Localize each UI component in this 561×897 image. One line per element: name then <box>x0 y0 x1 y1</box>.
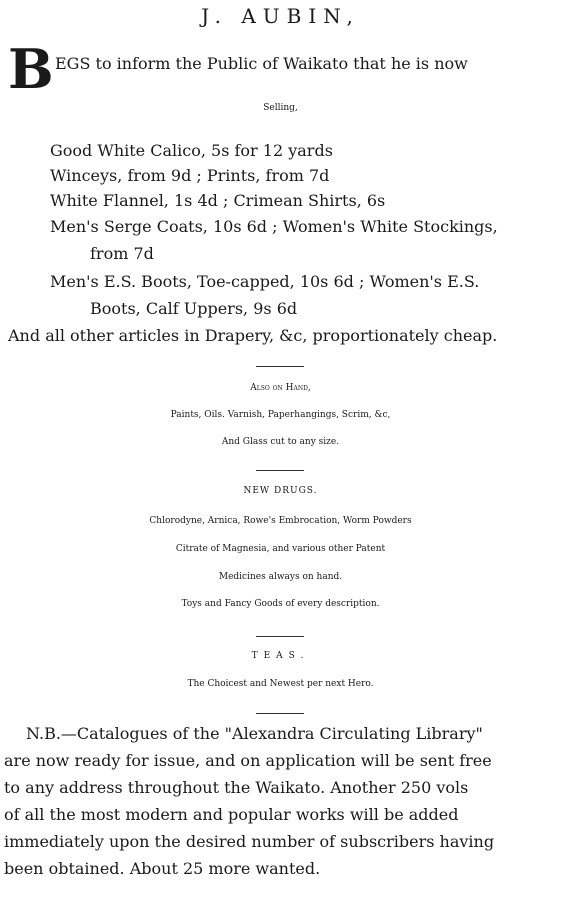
also-on-hand-line: Paints, Oils. Varnish, Paperhangings, Scrim, &c, <box>170 410 391 420</box>
drugs-line: Medicines always on hand. <box>218 572 343 582</box>
nb-line: been obtained. About 25 more wanted. <box>4 859 321 878</box>
also-on-hand-line: And Glass cut to any size. <box>221 437 340 447</box>
drugs-heading: NEW DRUGS. <box>243 486 318 496</box>
nb-line: of all the most modern and popular works will be added <box>4 805 459 824</box>
drop-cap: B <box>8 37 54 101</box>
item-line: Boots, Calf Uppers, 9s 6d <box>90 299 298 318</box>
item-line: Men's Serge Coats, 10s 6d ; Women's White Stockings, <box>50 217 498 236</box>
section-divider <box>256 366 304 367</box>
item-line: from 7d <box>90 244 154 263</box>
drugs-line: Toys and Fancy Goods of every description. <box>181 599 380 609</box>
section-divider <box>256 636 304 637</box>
item-line: Men's E.S. Boots, Toe-capped, 10s 6d ; Women's E.S. <box>50 272 480 291</box>
also-on-hand-heading: Also on Hand, <box>250 383 311 393</box>
intro-paragraph <box>8 37 556 101</box>
item-line: Winceys, from 9d ; Prints, from 7d <box>50 166 330 185</box>
intro-text: EGS to inform the Public of Waikato that he is now <box>55 54 468 73</box>
teas-heading: TEAS. <box>251 651 310 661</box>
nb-line: immediately upon the desired number of subscribers having <box>4 832 495 851</box>
item-line: White Flannel, 1s 4d ; Crimean Shirts, 6s <box>50 191 386 210</box>
nb-line: are now ready for issue, and on application will be sent free <box>4 751 492 770</box>
nb-line: N.B.—Catalogues of the "Alexandra Circulating Library" <box>26 724 483 743</box>
nb-line: to any address throughout the Waikato. Another 250 vols <box>4 778 469 797</box>
drugs-line: Citrate of Magnesia, and various other Patent <box>175 544 386 554</box>
item-line: Good White Calico, 5s for 12 yards <box>50 141 333 160</box>
advertiser-name: J. AUBIN, <box>201 4 360 28</box>
section-divider <box>256 713 304 714</box>
section-divider <box>256 470 304 471</box>
teas-line: The Choicest and Newest per next Hero. <box>187 679 374 689</box>
item-line: And all other articles in Drapery, &c, proportionately cheap. <box>8 326 498 345</box>
intro-continued: Selling, <box>263 103 298 113</box>
drugs-line: Chlorodyne, Arnica, Rowe's Embrocation, Worm Powders <box>149 516 412 526</box>
